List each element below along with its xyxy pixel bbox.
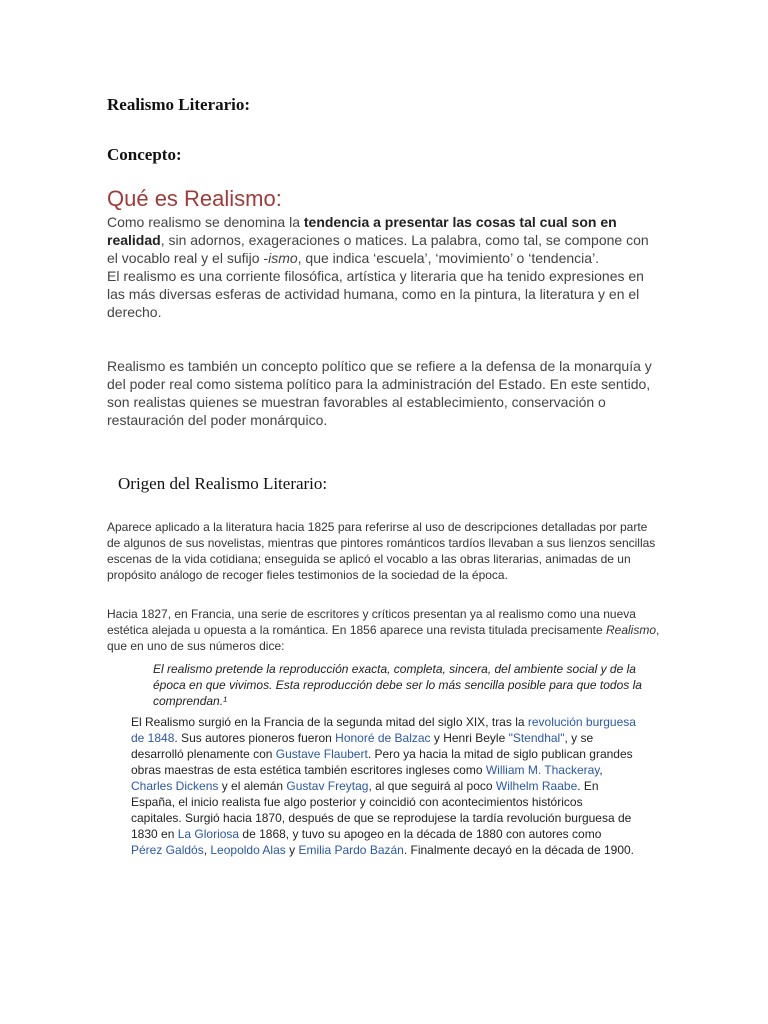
link-thackeray[interactable]: William M. Thackeray bbox=[485, 763, 600, 777]
text-span: , que en uno de sus números dice: bbox=[107, 623, 660, 653]
text-span: . Sus autores pioneros fueron bbox=[174, 731, 336, 745]
bold-span: tendencia a presentar las cosas tal cual son en realidad bbox=[107, 214, 617, 248]
history-paragraph bbox=[131, 714, 636, 858]
text-span: y bbox=[285, 843, 299, 857]
link-flaubert[interactable]: Gustave Flaubert bbox=[275, 747, 368, 761]
document-title: Realismo Literario: bbox=[107, 95, 251, 114]
link-raabe[interactable]: Wilhelm Raabe bbox=[495, 779, 578, 793]
link-dickens[interactable]: Charles Dickens bbox=[131, 779, 219, 793]
text-span: de 1868, y tuvo su apogeo en la década de 1880 con autores como bbox=[239, 827, 602, 841]
france-paragraph bbox=[107, 606, 663, 654]
text-span: , y se desarrolló plenamente con bbox=[131, 731, 594, 761]
origin-paragraph: Aparece aplicado a la literatura hacia 1825 para referirse al uso de descripciones detalladas por parte de algunos de sus novelistas, mientras que pintores románticos tardíos llevaban a sus lienzos sencillas escenas de la vida cotidiana; enseguida se aplicó el vocablo a las obras literarias, animadas de un propósito análogo de recoger fieles testimonios de la sociedad de la época. bbox=[107, 520, 656, 582]
text-span: , al que seguirá al poco bbox=[368, 779, 496, 793]
link-revolucion-1848[interactable]: revolución burguesa de 1848 bbox=[131, 715, 636, 745]
italic-span: Realismo bbox=[605, 623, 656, 637]
origin-heading: Origen del Realismo Literario: bbox=[118, 474, 328, 493]
text-span: . Pero ya hacia la mitad de siglo publican grandes obras maestras de esta estética también escritores ingleses como bbox=[131, 747, 633, 777]
link-la-gloriosa[interactable]: La Gloriosa bbox=[177, 827, 240, 841]
text-span: El Realismo surgió en la Francia de la segunda mitad del siglo XIX, tras la bbox=[131, 715, 528, 729]
political-paragraph: Realismo es también un concepto político que se refiere a la defensa de la monarquía y del poder real como sistema político para la administración del Estado. En este sentido, son realistas quienes se muestran favorables al establecimiento, conservación o restauración del poder monárquico. bbox=[107, 358, 652, 428]
text-span: Hacia 1827, en Francia, una serie de escritores y críticos presentan ya al realismo como una nueva estética alejada u opuesta a la romántica. En 1856 aparece una revista titulada precisamente bbox=[107, 607, 636, 637]
what-is-realism-heading: Qué es Realismo: bbox=[107, 186, 282, 211]
block-quote: El realismo pretende la reproducción exacta, completa, sincera, del ambiente social y de la época en que vivimos. Esta reproducción debe ser lo más sencilla posible para que todos la comprendan.¹ bbox=[153, 662, 642, 708]
italic-span: ismo bbox=[268, 250, 298, 266]
link-pardo-bazan[interactable]: Emilia Pardo Bazán bbox=[298, 843, 404, 857]
link-freytag[interactable]: Gustav Freytag bbox=[286, 779, 369, 793]
concept-heading: Concepto: bbox=[107, 145, 182, 164]
text-span: . En España, el inicio realista fue algo posterior y coincidió con acontecimientos históricos capitales. Surgió hacia 1870, después de que se reprodujese la tardía revolución burguesa de 1830 en bbox=[131, 779, 632, 841]
link-leopoldo-alas[interactable]: Leopoldo Alas bbox=[210, 843, 286, 857]
text-span: , que indica ‘escuela’, ‘movimiento’ o ‘tendencia’. bbox=[297, 250, 600, 266]
text-span: . Finalmente decayó en la década de 1900. bbox=[403, 843, 635, 857]
definition-paragraph bbox=[107, 213, 663, 321]
link-balzac[interactable]: Honoré de Balzac bbox=[335, 731, 431, 745]
link-stendhal[interactable]: "Stendhal" bbox=[508, 731, 565, 745]
text-span: , bbox=[599, 763, 603, 777]
text-span: y el alemán bbox=[218, 779, 287, 793]
text-span: y Henri Beyle bbox=[430, 731, 509, 745]
text-span: , sin adornos, exageraciones o matices. La palabra, como tal, se compone con el vocablo real y el sufijo - bbox=[107, 232, 649, 266]
link-perez-galdos[interactable]: Pérez Galdós bbox=[131, 843, 204, 857]
text-span: Como realismo se denomina la bbox=[107, 214, 304, 230]
text-span: , bbox=[203, 843, 211, 857]
text-span: El realismo es una corriente filosófica, artística y literaria que ha tenido expresiones en las más diversas esferas de actividad humana, como en la pintura, la literatura y en el derecho. bbox=[107, 268, 644, 320]
